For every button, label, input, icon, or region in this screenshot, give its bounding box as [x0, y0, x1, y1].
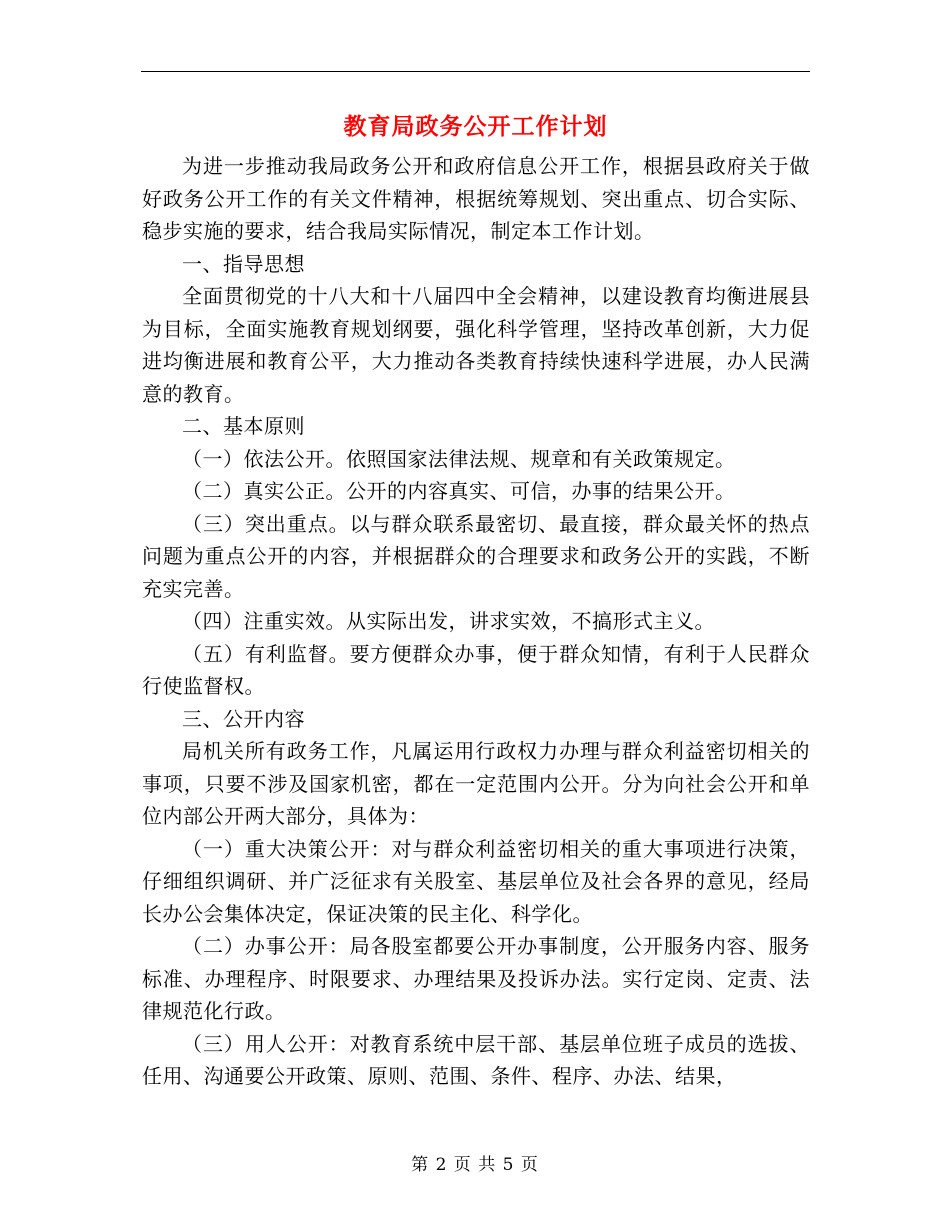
- principle-item-2: （二）真实公正。公开的内容真实、可信，办事的结果公开。: [182, 479, 736, 503]
- content-item-3: （三）用人公开：对教育系统中层干部、基层单位班子成员的选拔、任用、沟通要公开政策、原则、范围、条件、程序、办法、结果，: [142, 1031, 810, 1088]
- principle-item-4: （四）注重实效。从实际出发，讲求实效，不搞形式主义。: [182, 609, 715, 633]
- paragraph-intro: 为进一步推动我局政务公开和政府信息公开工作，根据县政府关于做好政务公开工作的有关文件精神，根据统筹规划、突出重点、切合实际、稳步实施的要求，结合我局实际情况，制定本工作计划。: [142, 154, 810, 243]
- paragraph-disclosure-scope: 局机关所有政务工作，凡属运用行政权力办理与群众利益密切相关的事项，只要不涉及国家机密，都在一定范围内公开。分为向社会公开和单位内部公开两大部分，具体为：: [142, 739, 810, 828]
- section-heading-disclosure-content: 三、公开内容: [182, 706, 305, 731]
- content-item-2: （二）办事公开：局各股室都要公开办事制度，公开服务内容、服务标准、办理程序、时限要求、办理结果及投诉办法。实行定岗、定责、法律规范化行政。: [142, 934, 810, 1023]
- paragraph-guiding-thought: 全面贯彻党的十八大和十八届四中全会精神，以建设教育均衡进展县为目标，全面实施教育规划纲要，强化科学管理，坚持改革创新，大力促进均衡进展和教育公平，大力推动各类教育持续快速科学进展，办人民满意的教育。: [142, 284, 810, 406]
- principle-item-5: （五）有利监督。要方便群众办事，便于群众知情，有利于人民群众行使监督权。: [142, 641, 810, 698]
- section-heading-guiding-thought: 一、指导思想: [182, 251, 305, 276]
- content-item-1: （一）重大决策公开：对与群众利益密切相关的重大事项进行决策，仔细组织调研、并广泛征求有关股室、基层单位及社会各界的意见，经局长办公会集体决定，保证决策的民主化、科学化。: [142, 836, 810, 926]
- header-rule: [141, 71, 810, 72]
- document-title: 教育局政务公开工作计划: [343, 114, 608, 140]
- page-number: 第 2 页 共 5 页: [411, 1155, 539, 1175]
- principle-item-3: （三）突出重点。以与群众联系最密切、最直接，群众最关怀的热点问题为重点公开的内容，并根据群众的合理要求和政务公开的实践，不断充实完善。: [142, 511, 810, 601]
- section-heading-basic-principles: 二、基本原则: [182, 414, 305, 438]
- document-body: [142, 150, 810, 1093]
- principle-item-1: （一）依法公开。依照国家法律法规、规章和有关政策规定。: [182, 446, 736, 471]
